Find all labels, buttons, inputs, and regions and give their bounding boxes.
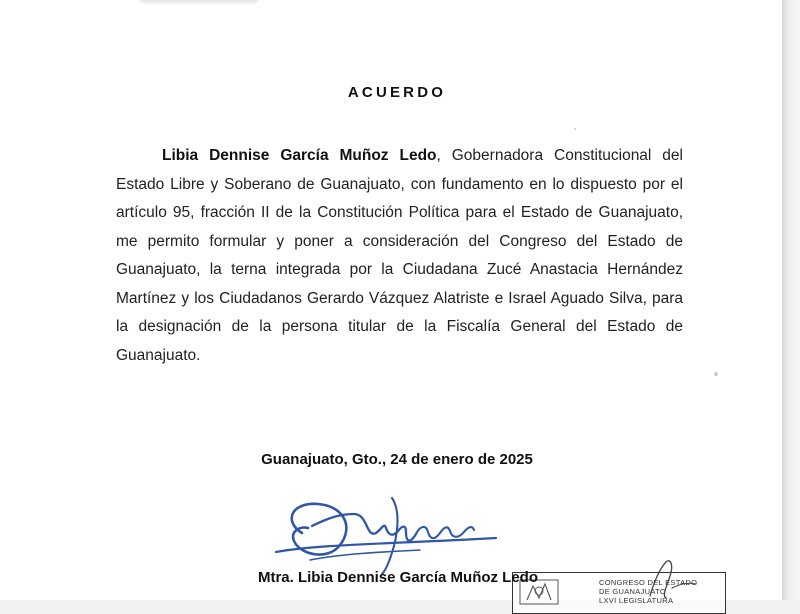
stamp-line-1: CONGRESO DEL ESTADO [599, 578, 698, 587]
document-title: ACUERDO [347, 84, 447, 101]
agreement-body [116, 142, 683, 370]
scan-speck [574, 128, 576, 130]
stamp-initials [640, 558, 700, 600]
place-date: Guanajuato, Gto., 24 de enero de 2025 [261, 451, 533, 468]
scan-speck [714, 372, 718, 376]
cut-off-text [140, 0, 258, 3]
signer-name: Mtra. Libia Dennise García Muñoz Ledo [257, 569, 539, 586]
governor-name: Libia Dennise García Muñoz Ledo [162, 147, 437, 164]
agreement-text: , Gobernadora Constitucional del Estado Libre y Soberano de Guanajuato, con fundamento en lo dispuesto por el artículo 95, fracción II de la Constitución Política para el Estado de Guanajuato, me permito formular y poner a consideración del Congreso del Estado de Guanajuato, la terna integrada por la Ciudadana Zucé Anastacia Hernández Martínez y los Ciudadanos Gerardo Vázquez Alatriste e Israel Aguado Silva, para la designación de la persona titular de la Fiscalía General del Estado de Guanajuato. [116, 147, 683, 364]
page-edge-shadow [782, 0, 800, 600]
stamp-line-3: LXVI LEGISLATURA [599, 596, 674, 605]
handwritten-signature [270, 486, 506, 578]
stamp-line-2: DE GUANAJUATO [599, 587, 666, 596]
agreement-paragraph [116, 142, 683, 370]
